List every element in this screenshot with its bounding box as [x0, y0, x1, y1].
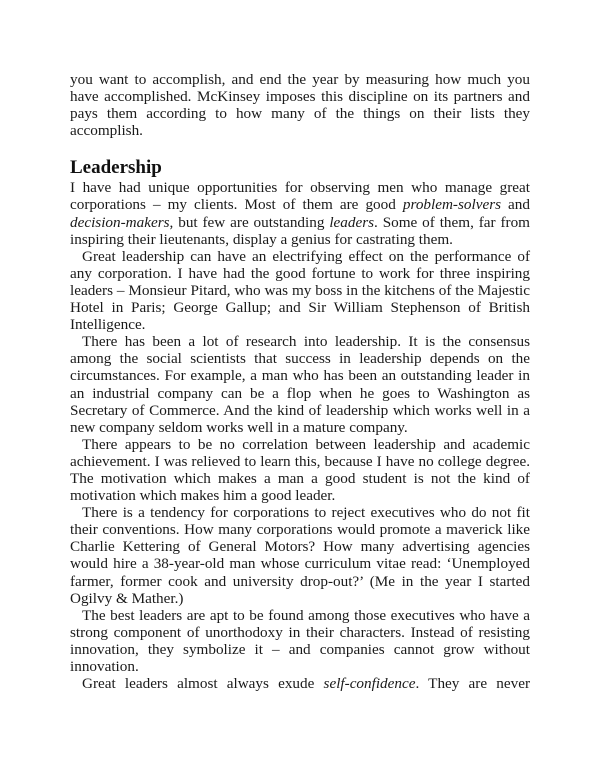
paragraph-2: Great leadership can have an electrifying effect on the performance of any corporation. I have had the good fortune to work for three inspiring leaders – Monsieur Pitard, who was my boss in the kitchens of the Majestic Hotel in Paris; George Gallup; and Sir William Stephenson of British Intelligence.	[70, 247, 530, 334]
paragraph-4: There appears to be no correlation between leadership and academic achievement. I was relieved to learn this, because I have no college degree. The motivation which makes a man a good student is not the kind of motivation which makes him a good leader.	[70, 435, 530, 505]
emphasis-problem-solvers: problem-solvers	[402, 196, 502, 214]
text-run: I have had unique opportunities for observing men who manage great corporations – my clients. Most of them are good	[70, 179, 530, 214]
paragraph-7	[70, 675, 530, 692]
text-run: . Some of them, far from inspiring their lieutenants, display a genius for castrating them.	[70, 213, 530, 248]
text-run: and	[501, 196, 530, 214]
text-run: . They are never	[415, 675, 531, 693]
section-heading: Leadership	[70, 157, 162, 179]
emphasis-self-confidence: self-confidence	[323, 675, 416, 693]
paragraph-5: There is a tendency for corporations to reject executives who do not fit their conventions. How many corporations would promote a maverick like Charlie Kettering of General Motors? How many advertising agencies would hire a 38-year-old man whose curriculum vitae read: ‘Unemployed farmer, former cook and university drop-out?’ (Me in the year I started Ogilvy & Mather.)	[70, 504, 530, 607]
emphasis-leaders: leaders	[329, 213, 375, 231]
paragraph-1	[70, 179, 530, 247]
continuation-paragraph: you want to accomplish, and end the year by measuring how much you have accomplished. McKinsey imposes this discipline on its partners and pays them according to how many of the things on their lists they accomplish.	[70, 71, 530, 140]
text-run: Great leaders almost always exude	[82, 675, 324, 693]
text-run: , but few are outstanding	[169, 213, 330, 231]
emphasis-decision-makers: decision-makers	[70, 213, 170, 231]
paragraph-6: The best leaders are apt to be found among those executives who have a strong component of unorthodoxy in their characters. Instead of resisting innovation, they symbolize it – and companies cannot grow without innovation.	[70, 606, 530, 675]
paragraph-3: There has been a lot of research into leadership. It is the consensus among the social scientists that success in leadership depends on the circumstances. For example, a man who has been an outstanding leader in an industrial company can be a flop when he goes to Washington as Secretary of Commerce. And the kind of leadership which works well in a new company seldom works well in a mature company.	[70, 333, 530, 436]
document-page	[70, 71, 530, 692]
